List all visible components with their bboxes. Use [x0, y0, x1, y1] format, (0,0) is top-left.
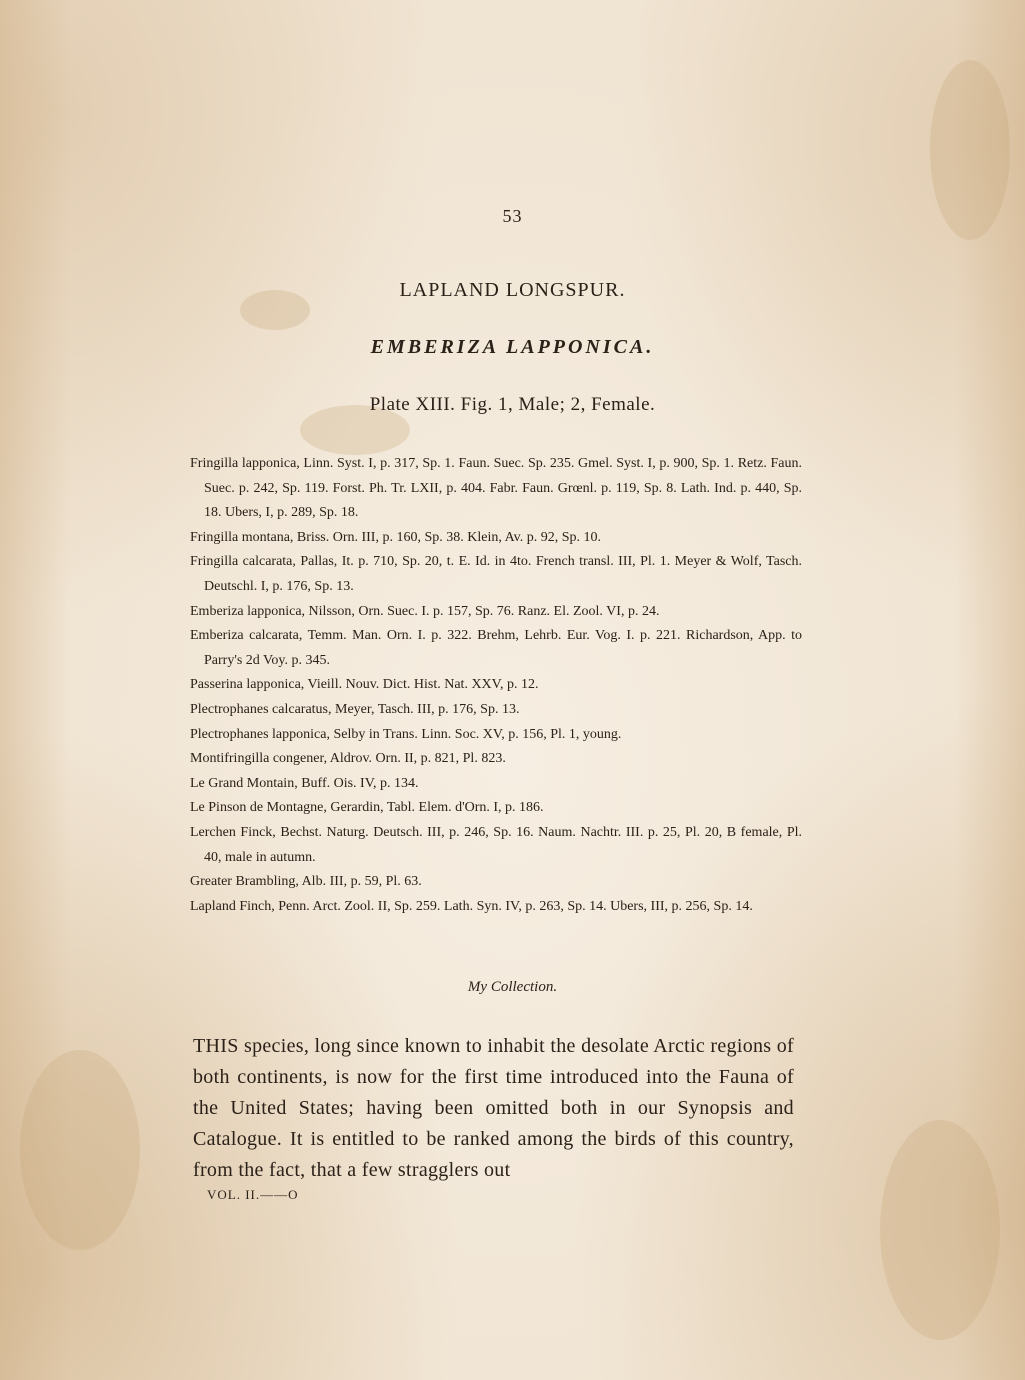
plate-caption: Plate XIII. Fig. 1, Male; 2, Female.	[369, 394, 656, 415]
synonym-entry: Lapland Finch, Penn. Arct. Zool. II, Sp. 259. Lath. Syn. IV, p. 263, Sp. 14. Ubers, III, p. 256, Sp. 14.	[190, 898, 753, 914]
synonym-entry: Greater Brambling, Alb. III, p. 59, Pl. 63.	[190, 874, 422, 890]
latin-title: EMBERIZA LAPPONICA.	[370, 336, 655, 358]
body-paragraph: THIS species, long since known to inhabit the desolate Arctic regions of both continents, is now for the first time introduced into the Fauna of the United States; having been omitted both in our Synopsis and Catalogue. It is entitled to be ranked among the birds of this country, from the fact, that a few stragglers out	[193, 1035, 794, 1181]
synonym-entry: Montifringilla congener, Aldrov. Orn. II, p. 821, Pl. 823.	[190, 751, 506, 767]
foxing-spot	[880, 1120, 1000, 1340]
synonym-entry: Lerchen Finck, Bechst. Naturg. Deutsch. III, p. 246, Sp. 16. Naum. Nachtr. III. p. 25, Pl. 20, B female, Pl. 40, male in autumn.	[190, 824, 802, 865]
synonym-entry: Le Pinson de Montagne, Gerardin, Tabl. Elem. d'Orn. I, p. 186.	[190, 800, 544, 816]
synonym-entry: Plectrophanes calcaratus, Meyer, Tasch. III, p. 176, Sp. 13.	[190, 701, 520, 717]
synonym-entry: Plectrophanes lapponica, Selby in Trans. Linn. Soc. XV, p. 156, Pl. 1, young.	[190, 726, 622, 742]
page-title: LAPLAND LONGSPUR.	[399, 279, 626, 301]
volume-signature: VOL. II.——O	[207, 1187, 299, 1202]
synonym-entry: Emberiza lapponica, Nilsson, Orn. Suec. I. p. 157, Sp. 76. Ranz. El. Zool. VI, p. 24.	[190, 603, 660, 619]
synonym-entry: Le Grand Montain, Buff. Ois. IV, p. 134.	[190, 775, 419, 791]
synonym-entry: Emberiza calcarata, Temm. Man. Orn. I. p. 322. Brehm, Lehrb. Eur. Vog. I. p. 221. Richardson, App. to Parry's 2d Voy. p. 345.	[190, 628, 802, 668]
synonymy-list	[190, 452, 802, 919]
synonym-entry: Fringilla calcarata, Pallas, It. p. 710, Sp. 20, t. E. Id. in 4to. French transl. III, Pl. 1. Meyer & Wolf, Tasch. Deutschl. I, p. 176, Sp. 13.	[190, 554, 802, 594]
foxing-spot	[20, 1050, 140, 1250]
collection-note: My Collection.	[467, 979, 558, 995]
synonym-entry: Passerina lapponica, Vieill. Nouv. Dict. Hist. Nat. XXV, p. 12.	[190, 677, 539, 693]
synonym-entry: Fringilla montana, Briss. Orn. III, p. 160, Sp. 38. Klein, Av. p. 92, Sp. 10.	[190, 529, 602, 545]
page-number: 53	[502, 206, 523, 226]
synonym-entry: Fringilla lapponica, Linn. Syst. I, p. 317, Sp. 1. Faun. Suec. Sp. 235. Gmel. Syst. I, p. 900, Sp. 1. Retz. Faun. Suec. p. 242, Sp. 119. Forst. Ph. Tr. LXII, p. 404. Fabr. Faun. Grœnl. p. 119, Sp. 8. Lath. Ind. p. 440, Sp. 18. Ubers, I, p. 289, Sp. 18.	[190, 456, 802, 521]
